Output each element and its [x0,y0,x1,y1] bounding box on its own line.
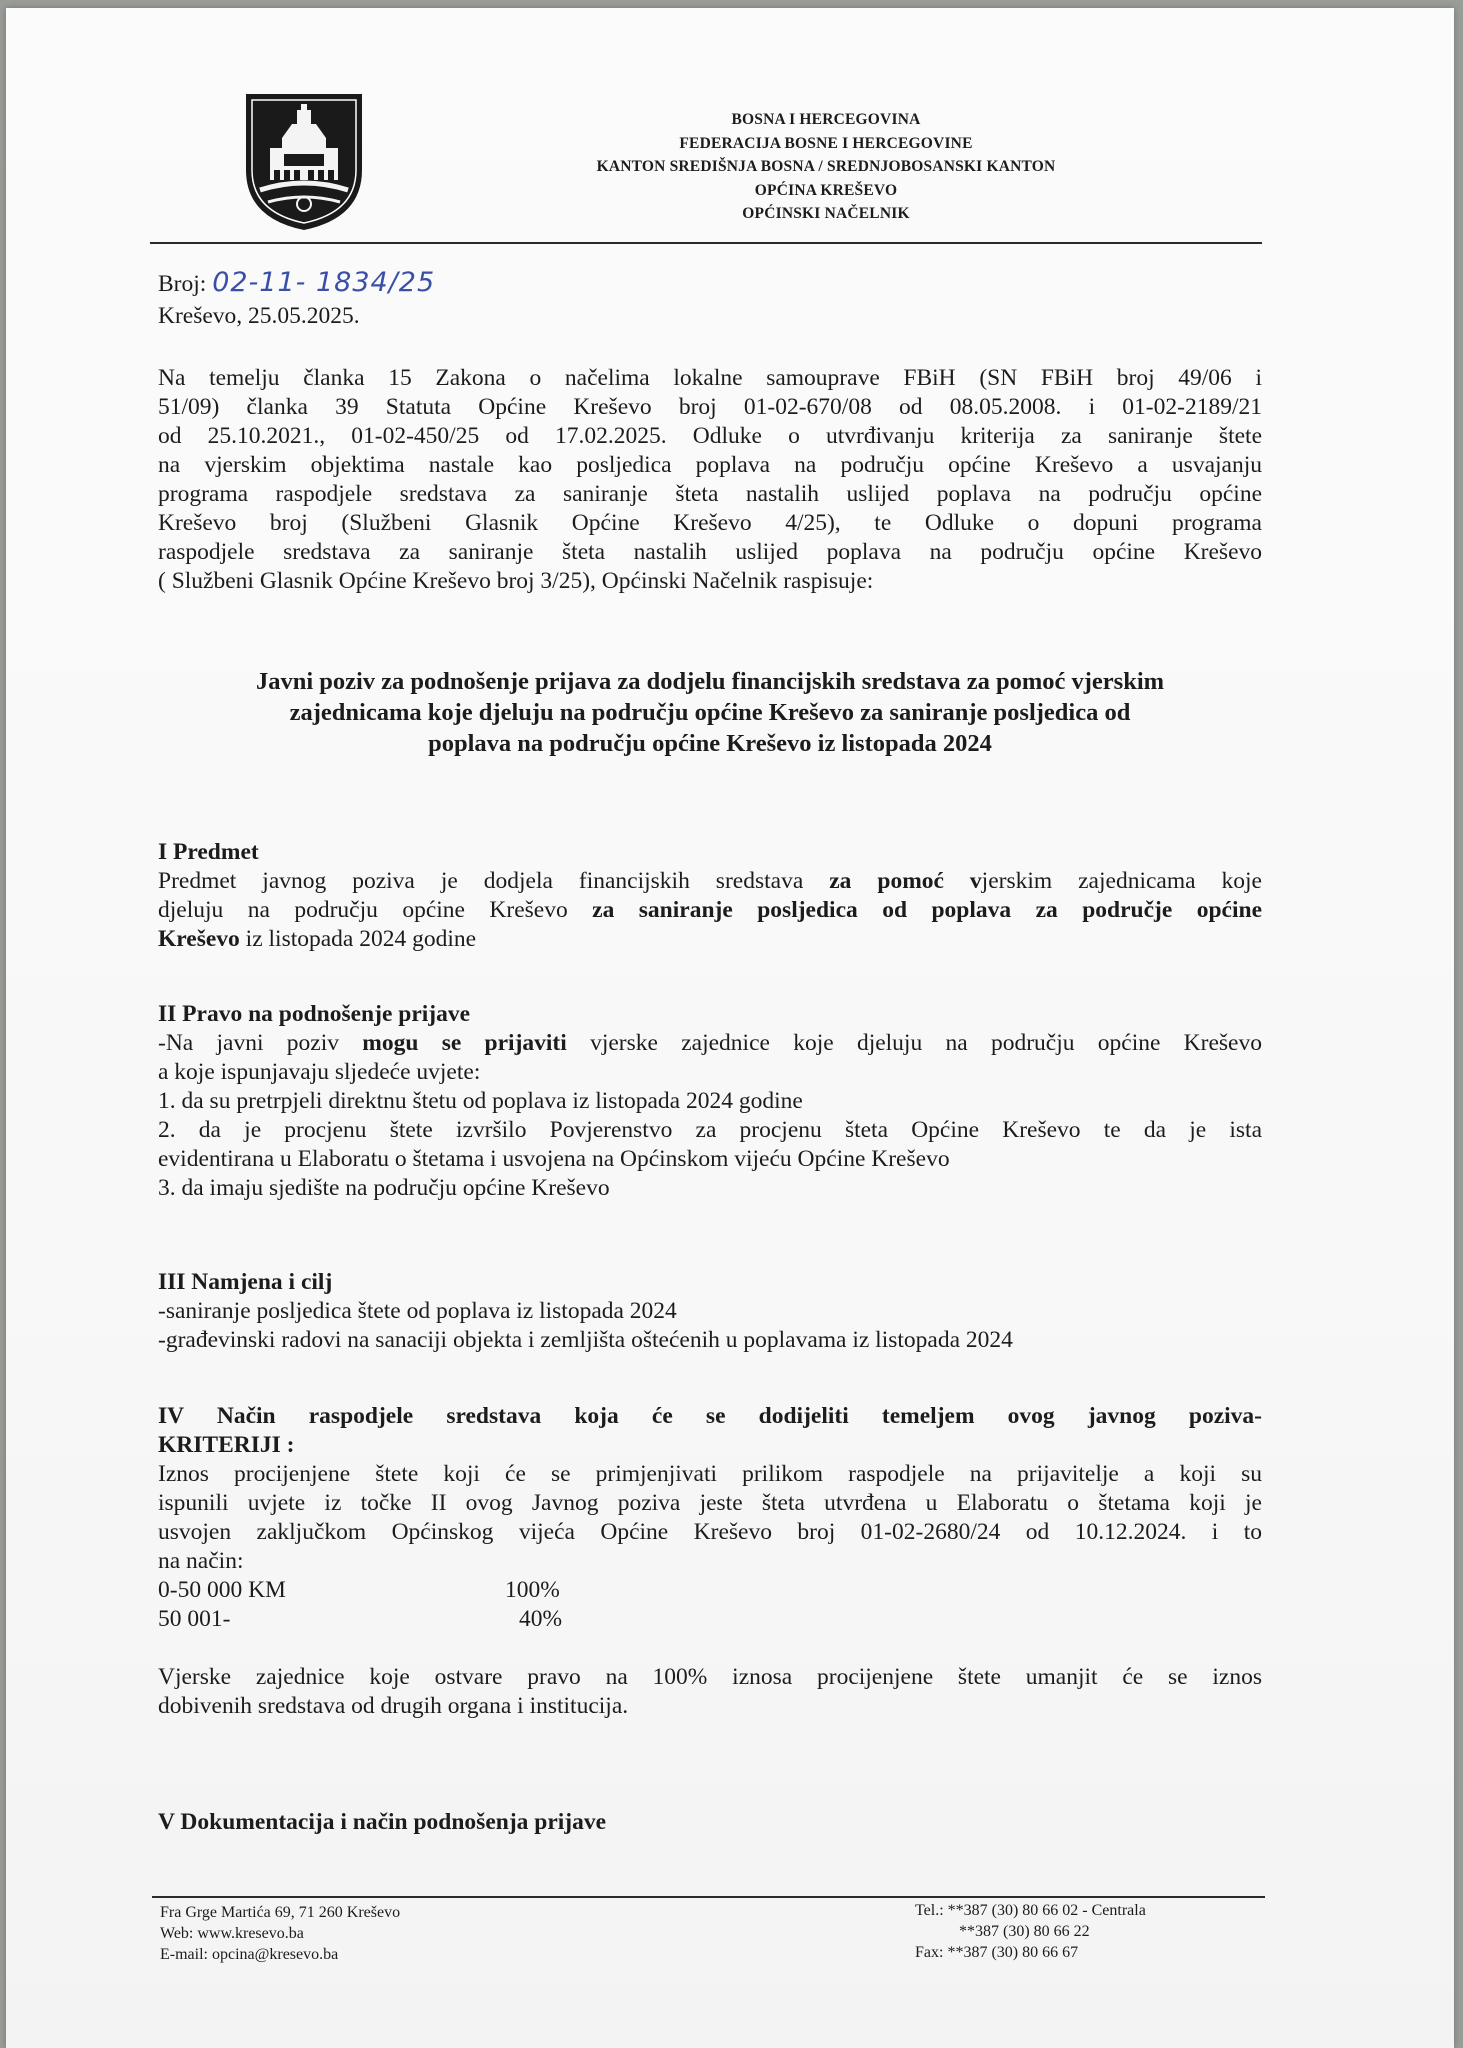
section-heading: IV Način raspodjele sredstava koja će se dodijeliti temeljem ovog javnog poziva- [158,1403,1262,1429]
condition-item: evidentirana u Elaboratu o štetama i usvojena na Općinskom vijeću Općine Kreševo [158,1146,950,1172]
criteria-range: 50 001- [158,1606,231,1632]
section-purpose [158,1268,1262,1355]
title-line: poplava na području općine Kreševo iz listopada 2024 [428,730,992,757]
footer-email: E-mail: opcina@kresevo.ba [160,1946,339,1963]
handwritten-reference-number: 02-11- 1834/25 [212,267,436,298]
section-line: Iznos procijenjene štete koji će se primjenjivati prilikom raspodjele na prijavitelje a koji su [158,1461,1262,1487]
intro-line: 51/09) članka 39 Statuta Općine Kreševo broj 01-02-670/08 od 08.05.2008. i 01-02-2189/21 [158,394,1262,420]
section-line: Predmet javnog poziva je dodjela financijskih sredstava za pomoć vjerskim zajednicama koje [158,868,1262,894]
footer-tel-2: **387 (30) 80 66 22 [959,1923,1090,1940]
section-line: Kreševo iz listopada 2024 godine [158,926,477,952]
criteria-range: 0-50 000 KM [158,1577,286,1603]
intro-paragraph [158,364,1262,596]
intro-line: na vjerskim objektima nastale kao posljedica poplava na području općine Kreševo a usvajanju [158,452,1262,478]
footer-fax: Fax: **387 (30) 80 66 67 [915,1944,1079,1961]
section-heading: I Predmet [158,839,259,865]
footer-web: Web: www.kresevo.ba [160,1925,304,1942]
intro-line: programa raspodjele sredstava za saniranje šteta nastalih uslijed poplava na području općine [158,481,1262,507]
section-line: na način: [158,1548,244,1574]
footer-address: Fra Grge Martića 69, 71 260 Kreševo [160,1904,401,1921]
section-line: a koje ispunjavaju sljedeće uvjete: [158,1059,481,1085]
letterhead-canton: KANTON SREDIŠNJA BOSNA / SREDNJOBOSANSKI KANTON [596,158,1056,175]
section-heading: II Pravo na podnošenje prijave [158,1001,471,1027]
intro-line: od 25.10.2021., 01-02-450/25 od 17.02.2025. Odluke o utvrđivanju kriterija za saniranje štete [158,423,1262,449]
section-heading: III Namjena i cilj [158,1269,333,1295]
intro-line: raspodjele sredstava za saniranje šteta nastalih uslijed poplava na području općine Kreševo [158,539,1262,565]
section-line: dobivenih sredstava od drugih organa i institucija. [158,1693,629,1719]
condition-item: 2. da je procjenu štete izvršilo Povjerenstvo za procjenu šteta Općine Kreševo te da je ista [158,1117,1262,1143]
letterhead-municipality: OPĆINA KREŠEVO [754,181,898,199]
letterhead-office: OPĆINSKI NAČELNIK [742,205,910,222]
header-divider [150,242,1262,244]
reference-number-line [158,268,435,299]
section-line: usvojen zaključkom Općinskog vijeća Općine Kreševo broj 01-02-2680/24 od 10.12.2024. i to [158,1519,1262,1545]
section-eligibility [158,1000,1262,1203]
footer-phones [915,1900,1146,1963]
criteria-row [158,1605,1262,1634]
intro-line: Kreševo broj (Službeni Glasnik Općine Kreševo 4/25), te Odluke o dopuni programa [158,510,1262,536]
criteria-row [158,1576,1262,1605]
intro-line: Na temelju članka 15 Zakona o načelima lokalne samouprave FBiH (SN FBiH broj 49/06 i [158,365,1262,391]
section-subject [158,838,1262,954]
section-line: Vjerske zajednice koje ostvare pravo na 100% iznosa procijenjene štete umanjit će se iznos [158,1664,1262,1690]
footer-contact [160,1902,400,1965]
criteria-percent: 100% [505,1577,560,1603]
letterhead-federation: FEDERACIJA BOSNE I HERCEGOVINE [679,134,973,152]
place-date: Kreševo, 25.05.2025. [158,303,360,329]
letterhead [506,108,1146,226]
section-line: ispunili uvjete iz točke II ovog Javnog poziva jeste šteta utvrđena u Elaboratu o štetama koji je [158,1490,1262,1516]
section-heading: KRITERIJI : [158,1432,295,1458]
letterhead-country: BOSNA I HERCEGOVINA [731,111,921,128]
section-line: -Na javni poziv mogu se prijaviti vjerske zajednice koje djeluju na području općine Kreševo [158,1030,1262,1056]
municipality-crest-icon [244,92,364,232]
title-line: zajednicama koje djeluju na području općine Kreševo za saniranje posljedica od [289,699,1131,726]
intro-line: ( Službeni Glasnik Općine Kreševo broj 3/25), Općinski Načelnik raspisuje: [158,568,874,594]
section-line: -građevinski radovi na sanaciji objekta i zemljišta oštećenih u poplavama iz listopada 2024 [158,1327,1013,1353]
section-line: -saniranje posljedica štete od poplava iz listopada 2024 [158,1298,677,1324]
footer-divider [152,1896,1265,1898]
footer-tel-central: Tel.: **387 (30) 80 66 02 - Centrala [915,1902,1146,1919]
reference-label: Broj: [158,271,207,297]
section-line: djeluju na području općine Kreševo za saniranje posljedica od poplava za područje općine [158,897,1262,923]
section-criteria [158,1402,1262,1721]
section-heading: V Dokumentacija i način podnošenja prijave [158,1809,607,1835]
condition-item: 3. da imaju sjedište na području općine Kreševo [158,1175,610,1201]
criteria-percent: 40% [519,1606,563,1632]
title-line: Javni poziv za podnošenje prijava za dodjelu financijskih sredstava za pomoć vjerskim [255,668,1165,695]
condition-item: 1. da su pretrpjeli direktnu štetu od poplava iz listopada 2024 godine [158,1088,803,1114]
document-title [158,666,1262,759]
